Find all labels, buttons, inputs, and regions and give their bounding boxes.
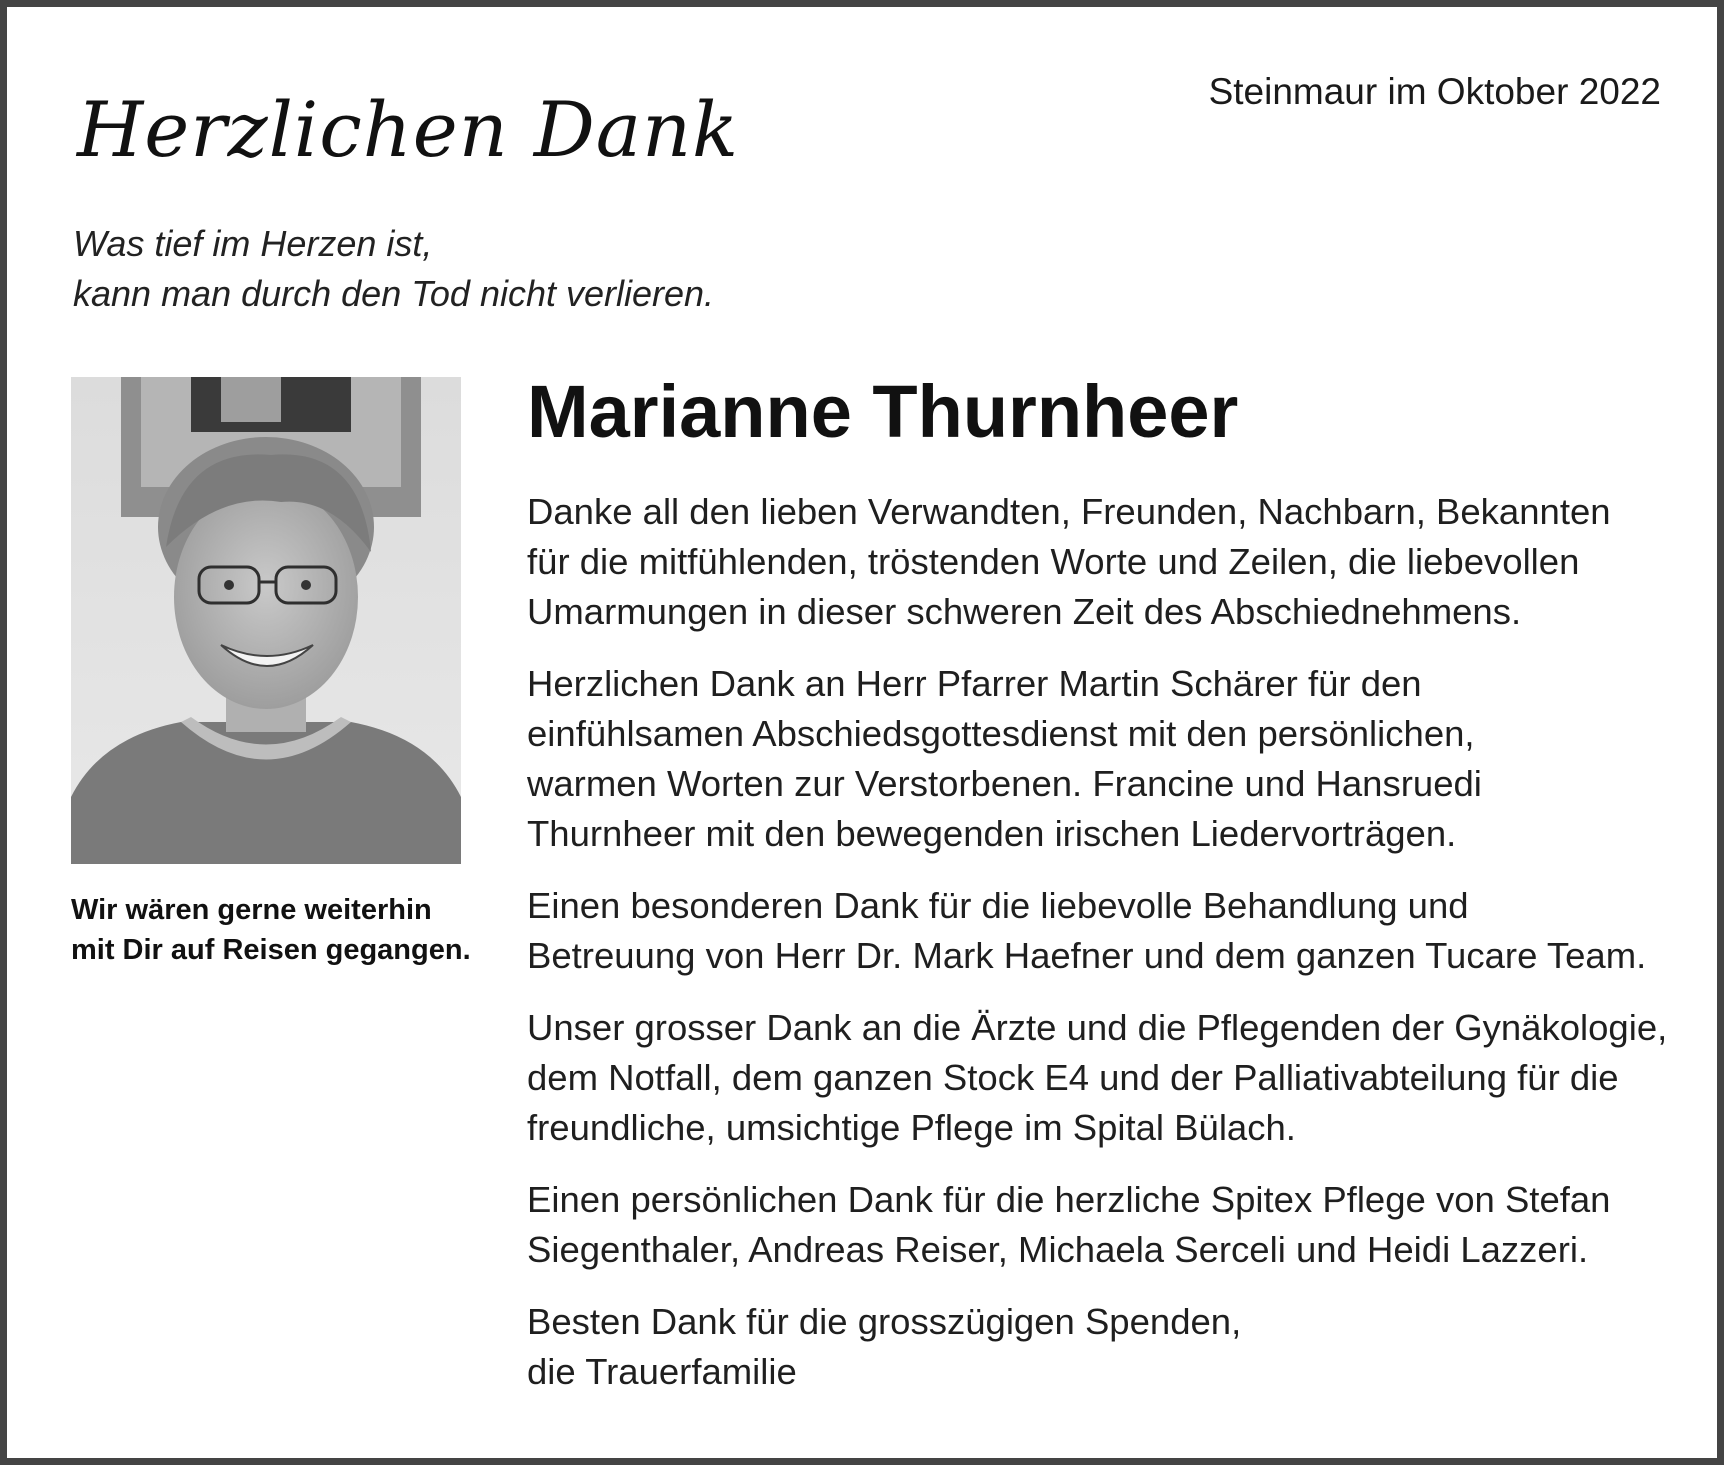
thank-you-text xyxy=(527,487,1677,1419)
paragraph xyxy=(527,881,1677,981)
place-date: Steinmaur im Oktober 2022 xyxy=(1208,71,1661,112)
paragraph xyxy=(527,1297,1677,1397)
text-line: für die mitfühlenden, tröstenden Worte und Zeilen, die liebevollen xyxy=(527,541,1580,582)
motto xyxy=(73,219,714,319)
text-line: die Trauerfamilie xyxy=(527,1351,797,1392)
deceased-name: Marianne Thurnheer xyxy=(527,370,1239,453)
text-line: Unser grosser Dank an die Ärzte und die Pflegenden der Gynäkologie, xyxy=(527,1007,1668,1048)
paragraph xyxy=(527,487,1677,637)
motto-line: kann man durch den Tod nicht verlieren. xyxy=(73,273,715,314)
text-line: Besten Dank für die grosszügigen Spenden, xyxy=(527,1301,1242,1342)
caption-line: Wir wären gerne weiterhin xyxy=(71,894,432,926)
text-line: Betreuung von Herr Dr. Mark Haefner und dem ganzen Tucare Team. xyxy=(527,935,1647,976)
text-line: Einen persönlichen Dank für die herzliche Spitex Pflege von Stefan xyxy=(527,1179,1611,1220)
text-line: freundliche, umsichtige Pflege im Spital Bülach. xyxy=(527,1107,1296,1148)
text-line: dem Notfall, dem ganzen Stock E4 und der Palliativabteilung für die xyxy=(527,1057,1619,1098)
portrait-photo xyxy=(71,377,461,864)
text-line: einfühlsamen Abschiedsgottesdienst mit den persönlichen, xyxy=(527,713,1475,754)
text-line: Siegenthaler, Andreas Reiser, Michaela Serceli und Heidi Lazzeri. xyxy=(527,1229,1589,1270)
paragraph xyxy=(527,1003,1677,1153)
paragraph xyxy=(527,1175,1677,1275)
thank-you-notice xyxy=(7,7,1717,1458)
text-line: Thurnheer mit den bewegenden irischen Liedervorträgen. xyxy=(527,813,1457,854)
portrait-illustration xyxy=(71,377,461,864)
text-line: Umarmungen in dieser schweren Zeit des Abschiednehmens. xyxy=(527,591,1522,632)
caption-line: mit Dir auf Reisen gegangen. xyxy=(71,934,471,966)
text-line: Einen besonderen Dank für die liebevolle Behandlung und xyxy=(527,885,1469,926)
notice-heading: Herzlichen Dank xyxy=(77,85,740,174)
paragraph xyxy=(527,659,1677,859)
text-line: warmen Worten zur Verstorbenen. Francine und Hansruedi xyxy=(527,763,1482,804)
text-line: Danke all den lieben Verwandten, Freunden, Nachbarn, Bekannten xyxy=(527,491,1611,532)
photo-caption xyxy=(71,890,471,970)
text-line: Herzlichen Dank an Herr Pfarrer Martin Schärer für den xyxy=(527,663,1422,704)
motto-line: Was tief im Herzen ist, xyxy=(73,223,433,264)
